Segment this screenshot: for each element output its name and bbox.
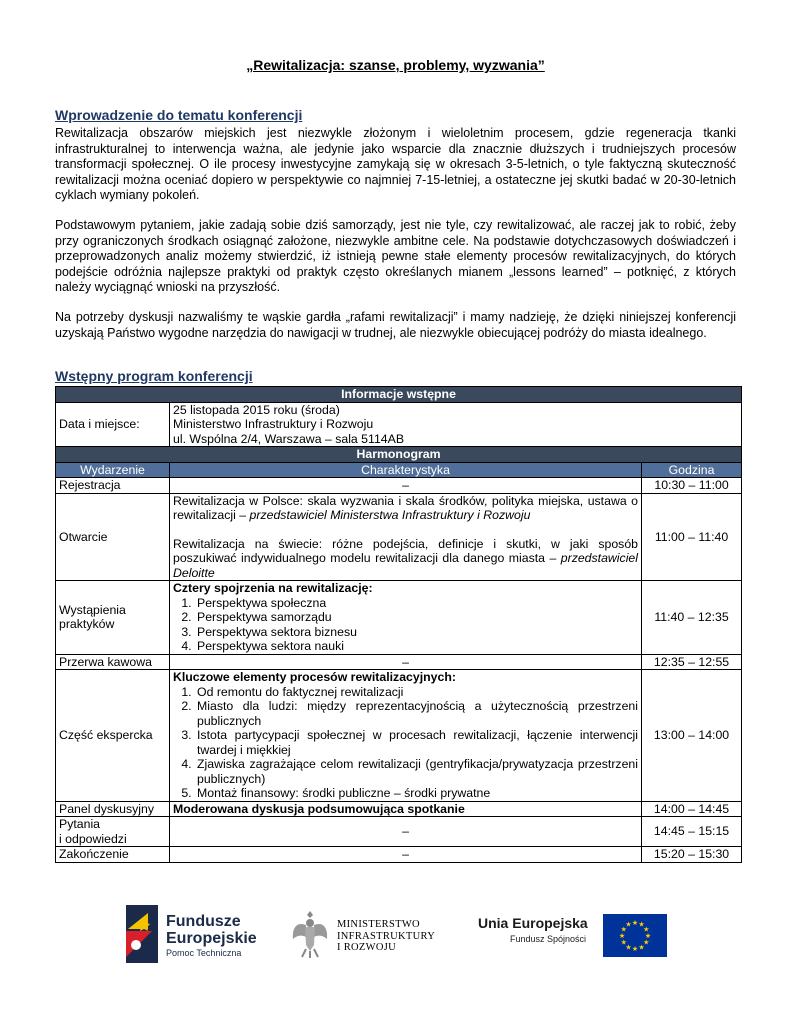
eu-cohesion-fund-logo xyxy=(478,915,598,955)
event-name: Zakończenie xyxy=(56,847,170,863)
practitioners-intro: Cztery spojrzenia na rewitalizację: xyxy=(173,581,373,595)
list-item: 5. Montaż finansowy: środki publiczne – środki prywatne xyxy=(195,786,638,801)
info-band-row xyxy=(56,387,742,403)
table-row xyxy=(56,670,742,802)
event-description xyxy=(170,493,642,581)
white-eagle-emblem-icon xyxy=(290,907,330,959)
event-name: Wystąpienia praktyków xyxy=(56,581,170,655)
info-venue: Ministerstwo Infrastruktury i Rozwoju xyxy=(173,417,374,431)
event-time: 11:40 – 12:35 xyxy=(642,581,742,655)
table-row xyxy=(56,847,742,863)
list-item: 4. Zjawiska zagrażające celom rewitalizacji (gentryfikacja/prywatyzacja przestrzeni publicznych) xyxy=(195,757,638,786)
eu-star-icon: ★ xyxy=(638,944,645,952)
eu-flag-icon xyxy=(603,914,667,957)
event-description: – xyxy=(170,478,642,494)
event-time: 14:45 – 15:15 xyxy=(642,817,742,847)
ministry-logo xyxy=(290,907,450,963)
table-row xyxy=(56,817,742,847)
intro-paragraph-3: Na potrzeby dyskusji nazwaliśmy te wąskie gardła „rafami rewitalizacji” i mamy nadzieję, że dzięki niniejszej konferencji uzyskają Państwo wygodne narzędzia do nawigacji w trudnej, ale niezwykle obiecującej podróży do miasta idealnego. xyxy=(55,310,736,340)
info-row xyxy=(56,402,742,447)
eu-subtitle: Fundusz Spójności xyxy=(510,934,587,944)
list-item: 1. Od remontu do faktycznej rewitalizacji xyxy=(195,685,638,700)
table-row xyxy=(56,801,742,817)
page-title: „Rewitalizacja: szanse, problemy, wyzwania” xyxy=(246,57,545,73)
intro-paragraph-2: Podstawowym pytaniem, jakie zadają sobie dziś samorządy, jest nie tyle, czy rewitalizować, ale raczej jak to robić, żeby przy ograniczonych środkach osiągnąć założone, niezwykle ambitne cele. Na podstawie dotychczasowych doświadczeń i przeprowadzonych analiz możemy stwierdzić, iż istnieją pewne stałe elementy procesów rewitalizacyjnych, do których podejście odróżnia najlepsze praktyki od praktyk często określanych mianem „lessons learned” – potknięć, z których należy wyciągnąć wnioski na przyszłość. xyxy=(55,218,736,294)
list-item: 4. Perspektywa sektora nauki xyxy=(195,639,638,654)
fe-subtitle: Pomoc Techniczna xyxy=(166,948,242,958)
schedule-band-row xyxy=(56,447,742,463)
eu-star-icon: ★ xyxy=(631,946,639,953)
event-description xyxy=(170,670,642,802)
info-date: 25 listopada 2015 roku (środa) xyxy=(173,402,340,417)
eu-star-icon: ★ xyxy=(625,921,632,929)
expert-list xyxy=(173,685,638,801)
eu-star-icon: ★ xyxy=(620,926,627,934)
column-header-event: Wydarzenie xyxy=(56,462,170,478)
opening-speaker-1: przedstawiciel Ministerstwa Infrastruktury i Rozwoju xyxy=(249,508,531,522)
info-address: ul. Wspólna 2/4, Warszawa – sala 5114AB xyxy=(173,431,405,446)
eu-star-icon: ★ xyxy=(638,921,645,929)
intro-heading: Wprowadzenie do tematu konferencji xyxy=(55,107,303,123)
info-label: Data i miejsce: xyxy=(56,402,170,447)
expert-intro: Kluczowe elementy procesów rewitalizacyjnych: xyxy=(173,670,456,684)
eu-star-icon: ★ xyxy=(643,939,650,947)
column-header-row xyxy=(56,462,742,478)
schedule-band: Harmonogram xyxy=(56,447,742,463)
list-item: 3. Istota partycypacji społecznej w procesach rewitalizacji, łączenie interwencji twardej i miękkiej xyxy=(195,728,638,757)
eu-star-icon: ★ xyxy=(620,939,627,947)
event-name xyxy=(56,817,170,847)
table-row xyxy=(56,493,742,581)
fundusze-europejskie-emblem-icon xyxy=(122,905,162,963)
event-name: Przerwa kawowa xyxy=(56,654,170,670)
fundusze-europejskie-logo xyxy=(122,905,262,965)
event-name: Panel dyskusyjny xyxy=(56,801,170,817)
event-name: Otwarcie xyxy=(56,493,170,581)
eu-star-icon: ★ xyxy=(643,926,650,934)
info-band: Informacje wstępne xyxy=(56,387,742,403)
eu-star-icon: ★ xyxy=(625,944,632,952)
column-header-time: Godzina xyxy=(642,462,742,478)
practitioners-list xyxy=(173,596,638,654)
eu-star-icon: ★ xyxy=(644,933,652,940)
ministry-line-2: INFRASTRUKTURY xyxy=(337,930,436,942)
eu-star-icon: ★ xyxy=(631,920,639,927)
event-name: Rejestracja xyxy=(56,478,170,494)
info-details xyxy=(170,402,742,447)
event-time: 13:00 – 14:00 xyxy=(642,670,742,802)
table-row xyxy=(56,581,742,655)
event-time: 14:00 – 14:45 xyxy=(642,801,742,817)
table-row xyxy=(56,654,742,670)
ministry-line-1: MINISTERSTWO xyxy=(337,919,420,930)
footer-logos xyxy=(0,905,791,965)
qa-label-line-1: Pytania xyxy=(59,817,101,831)
column-header-description: Charakterystyka xyxy=(170,462,642,478)
ministry-line-3: I ROZWOJU xyxy=(337,942,396,953)
opening-topic-2: Rewitalizacja na świecie: różne podejścia, definicje i skutki, w jaki sposób poszukiwać indywidualnego modelu rewitalizacji dla danego miasta – xyxy=(173,536,638,565)
table-row xyxy=(56,478,742,494)
event-time: 15:20 – 15:30 xyxy=(642,847,742,863)
list-item: 2. Miasto dla ludzi: między reprezentacyjnością a użytecznością przestrzeni publicznych xyxy=(195,699,638,728)
fe-line-2: Europejskie xyxy=(166,930,257,947)
event-description: Moderowana dyskusja podsumowująca spotkanie xyxy=(170,801,642,817)
fe-line-1: Fundusze xyxy=(166,913,241,930)
event-time: 11:00 – 11:40 xyxy=(642,493,742,581)
list-item: 2. Perspektywa samorządu xyxy=(195,610,638,625)
opening-topic-1: Rewitalizacja w Polsce: skala wyzwania i skala środków, polityka miejska, ustawa o rewitalizacji – xyxy=(173,493,638,522)
event-time: 10:30 – 11:00 xyxy=(642,478,742,494)
program-heading: Wstępny program konferencji xyxy=(55,368,253,384)
event-description: – xyxy=(170,847,642,863)
event-description: – xyxy=(170,654,642,670)
list-item: 3. Perspektywa sektora biznesu xyxy=(195,625,638,640)
event-time: 12:35 – 12:55 xyxy=(642,654,742,670)
eu-star-icon: ★ xyxy=(618,933,626,940)
eu-title: Unia Europejska xyxy=(478,915,588,931)
event-description xyxy=(170,581,642,655)
opening-speaker-2: przedstawiciel Deloitte xyxy=(173,551,638,580)
event-description: – xyxy=(170,817,642,847)
program-table xyxy=(55,386,742,863)
qa-label-line-2: i odpowiedzi xyxy=(59,831,127,846)
list-item: 1. Perspektywa społeczna xyxy=(195,596,638,611)
intro-paragraph-1: Rewitalizacja obszarów miejskich jest niezwykle złożonym i wieloletnim procesem, gdzie regeneracja tkanki infrastrukturalnej to interwencja ważna, ale jedynie jako wsparcie dla znacznie dłuższych i trudniejszych procesów transformacji społecznej. O ile procesy inwestycyjne zamykają się w okresach 3-5-letnich, o tyle faktyczną skuteczność rewitalizacji można oceniać dopiero w perspektywie co najmniej 7-15-letniej, a ostateczne jej skutki badać w 20-30-letnich cyklach wymiany pokoleń. xyxy=(55,126,736,202)
event-name: Część ekspercka xyxy=(56,670,170,802)
